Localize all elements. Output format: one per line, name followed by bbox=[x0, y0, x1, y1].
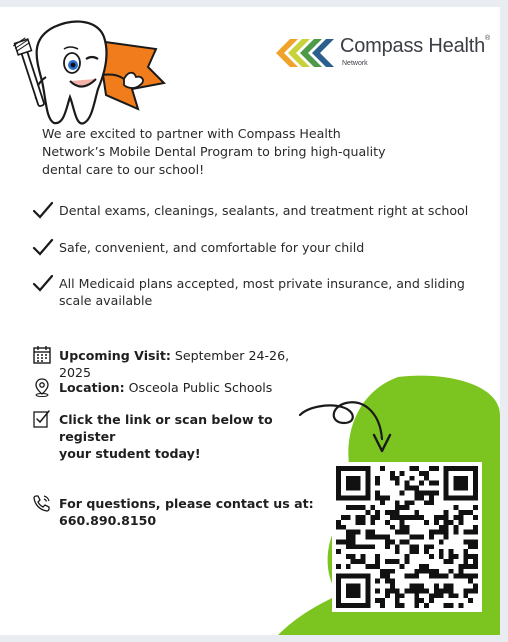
brand-subtitle: Network bbox=[342, 60, 368, 67]
checkmark-icon bbox=[32, 200, 54, 220]
qr-code-icon[interactable] bbox=[336, 466, 478, 608]
phone-icon bbox=[32, 493, 52, 513]
contact-phone: 660.890.8150 bbox=[59, 513, 157, 528]
checkmark-icon bbox=[32, 273, 54, 293]
brand-name: Compass Health® bbox=[340, 35, 491, 57]
calendar-icon bbox=[32, 345, 52, 365]
location-pin-icon bbox=[32, 377, 52, 397]
checkmark-icon bbox=[32, 237, 54, 257]
tooth-mascot-icon bbox=[6, 19, 166, 131]
checklist-icon bbox=[32, 409, 52, 429]
compass-health-logo bbox=[276, 33, 496, 77]
flyer-page: Compass Health® Network We are excited to partner with Compass Health Network’s Mobile Dental Program to bring high-quality dental care to our school! Dental exams, cleanings, sealants, and treatment right at school Safe, convenient, and comfortable for your child All Medicaid plans accepted, most private insurance, and sliding scale available Upcoming Visit: September 24-26, 2025 Location: Osceola Public Schools Click the link or scan below to register your student today! For questions, please contact us at: 660.890.8150 bbox=[0, 7, 500, 635]
intro-paragraph: We are excited to partner with Compass Health Network’s Mobile Dental Program to bring high-quality dental care to our school! bbox=[42, 126, 386, 177]
compass-chevrons-icon bbox=[276, 35, 336, 71]
registration-qr-code[interactable] bbox=[332, 462, 482, 612]
